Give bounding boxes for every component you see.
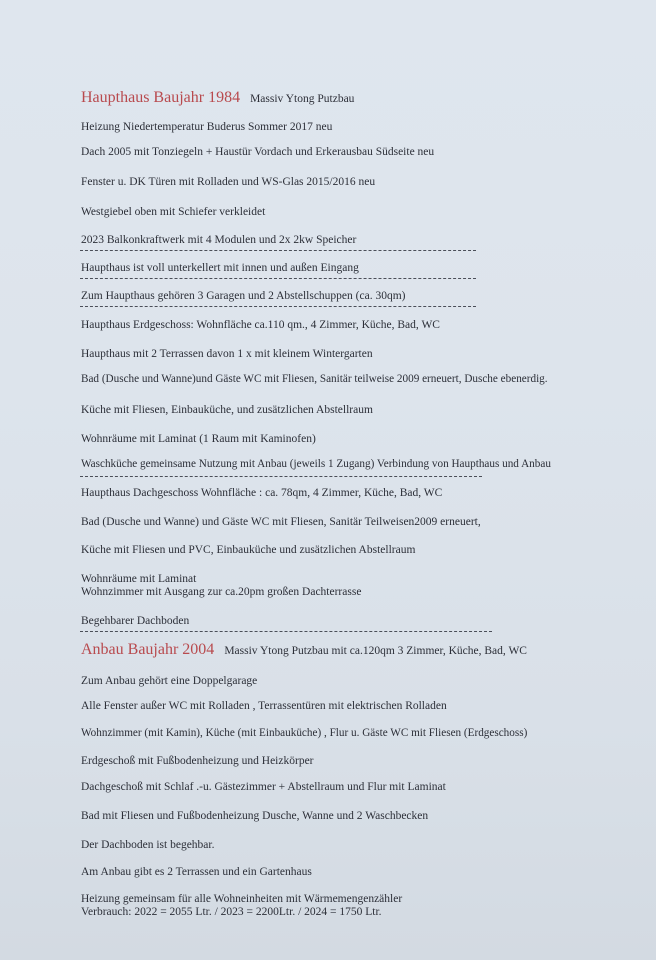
dashed-divider — [80, 631, 492, 632]
text-line: Bad (Dusche und Wanne)und Gäste WC mit Fliesen, Sanitär teilweise 2009 erneuert, Dusche ebenerdig. — [81, 373, 548, 385]
text-line: Zum Haupthaus gehören 3 Garagen und 2 Abstellschuppen (ca. 30qm) — [81, 290, 406, 302]
text-line: Wohnräume mit Laminat — [81, 573, 197, 585]
text-line: Dach 2005 mit Tonziegeln + Haustür Vordach und Erkerausbau Südseite neu — [81, 146, 435, 158]
text-line: Dachgeschoß mit Schlaf .-u. Gästezimmer + Abstellraum und Flur mit Laminat — [81, 781, 446, 793]
text-line: Haupthaus ist voll unterkellert mit innen und außen Eingang — [81, 262, 359, 274]
text-line: Wohnräume mit Laminat (1 Raum mit Kaminofen) — [81, 433, 316, 445]
dashed-divider — [80, 306, 476, 307]
text-line: Alle Fenster außer WC mit Rolladen , Terrassentüren mit elektrischen Rolladen — [81, 700, 447, 712]
dashed-divider — [80, 250, 476, 251]
text-line: Küche mit Fliesen, Einbauküche, und zusätzlichen Abstellraum — [81, 404, 373, 416]
haupthaus-subtitle: Massiv Ytong Putzbau — [250, 93, 355, 105]
dashed-divider — [80, 278, 476, 279]
text-line: Begehbarer Dachboden — [81, 615, 190, 627]
text-line: Bad (Dusche und Wanne) und Gäste WC mit Fliesen, Sanitär Teilweisen2009 erneuert, — [81, 516, 481, 528]
text-line: 2023 Balkonkraftwerk mit 4 Modulen und 2x 2kw Speicher — [81, 234, 357, 246]
anbau-subtitle: Massiv Ytong Putzbau mit ca.120qm 3 Zimmer, Küche, Bad, WC — [224, 645, 527, 657]
anbau-title: Anbau Baujahr 2004 — [81, 641, 215, 658]
anbau-heading — [81, 641, 527, 660]
text-line: Verbrauch: 2022 = 2055 Ltr. / 2023 = 2200Ltr. / 2024 = 1750 Ltr. — [81, 906, 382, 918]
text-line: Wohnzimmer mit Ausgang zur ca.20pm großen Dachterrasse — [81, 586, 362, 598]
text-line: Haupthaus mit 2 Terrassen davon 1 x mit kleinem Wintergarten — [81, 348, 373, 360]
text-line: Am Anbau gibt es 2 Terrassen und ein Gartenhaus — [81, 866, 312, 878]
text-line: Westgiebel oben mit Schiefer verkleidet — [81, 206, 266, 218]
text-line: Haupthaus Erdgeschoss: Wohnfläche ca.110 qm., 4 Zimmer, Küche, Bad, WC — [81, 319, 440, 331]
haupthaus-heading — [81, 89, 354, 108]
dashed-divider — [80, 476, 482, 477]
text-line: Waschküche gemeinsame Nutzung mit Anbau (jeweils 1 Zugang) Verbindung von Haupthaus und Anbau — [81, 458, 551, 470]
text-line: Fenster u. DK Türen mit Rolladen und WS-Glas 2015/2016 neu — [81, 176, 376, 188]
text-line: Küche mit Fliesen und PVC, Einbauküche und zusätzlichen Abstellraum — [81, 544, 416, 556]
text-line: Bad mit Fliesen und Fußbodenheizung Dusche, Wanne und 2 Waschbecken — [81, 810, 429, 822]
text-line: Wohnzimmer (mit Kamin), Küche (mit Einbauküche) , Flur u. Gäste WC mit Fliesen (Erdgeschoss) — [81, 727, 528, 739]
text-line: Erdgeschoß mit Fußbodenheizung und Heizkörper — [81, 755, 314, 767]
text-line: Der Dachboden ist begehbar. — [81, 839, 215, 851]
text-line: Heizung gemeinsam für alle Wohneinheiten mit Wärmemengenzähler — [81, 893, 403, 905]
text-line: Haupthaus Dachgeschoss Wohnfläche : ca. 78qm, 4 Zimmer, Küche, Bad, WC — [81, 487, 443, 499]
text-line: Zum Anbau gehört eine Doppelgarage — [81, 675, 258, 687]
text-line: Heizung Niedertemperatur Buderus Sommer 2017 neu — [81, 121, 333, 133]
haupthaus-title: Haupthaus Baujahr 1984 — [81, 89, 241, 106]
